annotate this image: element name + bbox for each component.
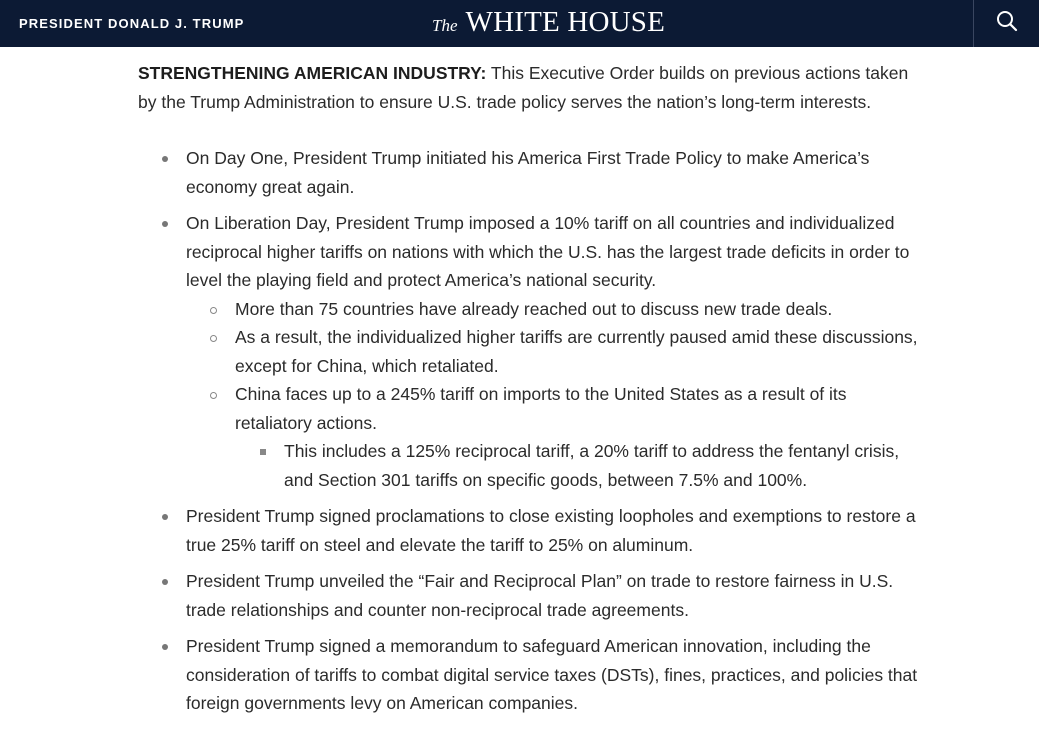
bullet-icon: [162, 514, 168, 520]
list-item-text: President Trump unveiled the “Fair and Reciprocal Plan” on trade to restore fairness in U.S. trade relationships and counter non-reciprocal trade agreements.: [186, 571, 894, 620]
circle-bullet-icon: [210, 335, 217, 342]
article-body: [138, 59, 928, 726]
list-item-text: President Trump signed proclamations to close existing loopholes and exemptions to restore a true 25% tariff on steel and elevate the tariff to 25% on aluminum.: [186, 506, 916, 555]
list-item: [138, 567, 928, 624]
list-item-text: On Liberation Day, President Trump imposed a 10% tariff on all countries and individualized reciprocal higher tariffs on nations with which the U.S. has the largest trade deficits in order to level the playing field and protect America’s national security.: [186, 213, 910, 290]
president-link[interactable]: PRESIDENT DONALD J. TRUMP: [19, 16, 245, 31]
bullet-icon: [162, 221, 168, 227]
sub-list-item-text: As a result, the individualized higher tariffs are currently paused amid these discussions, except for China, which retaliated.: [235, 327, 918, 376]
bullet-icon: [162, 156, 168, 162]
sub-sub-list-item: [235, 437, 928, 494]
list-item: [138, 209, 928, 494]
search-button[interactable]: [974, 0, 1039, 47]
bullet-icon: [162, 579, 168, 585]
square-bullet-icon: [260, 449, 266, 455]
sub-list: [186, 295, 928, 495]
circle-bullet-icon: [210, 392, 217, 399]
list-item-text: On Day One, President Trump initiated his America First Trade Policy to make America’s economy great again.: [186, 148, 870, 197]
intro-heading: STRENGTHENING AMERICAN INDUSTRY:: [138, 63, 487, 83]
fact-list: [138, 144, 928, 718]
sub-list-item-text: China faces up to a 245% tariff on imports to the United States as a result of its retaliatory actions.: [235, 384, 847, 433]
list-item-text: President Trump signed a memorandum to safeguard American innovation, including the consideration of tariffs to combat digital service taxes (DSTs), fines, practices, and policies that foreign governments levy on American companies.: [186, 636, 918, 713]
white-house-logo[interactable]: [432, 6, 665, 39]
intro-paragraph: [138, 59, 928, 116]
list-item: [138, 502, 928, 559]
sub-sub-list-item-text: This includes a 125% reciprocal tariff, a 20% tariff to address the fentanyl crisis, and Section 301 tariffs on specific goods, between 7.5% and 100%.: [284, 441, 900, 490]
sub-sub-list: [235, 437, 928, 494]
site-header: [0, 0, 1039, 47]
logo-name: WHITE HOUSE: [465, 6, 666, 38]
list-item: [138, 632, 928, 718]
circle-bullet-icon: [210, 307, 217, 314]
sub-list-item: [186, 323, 928, 380]
sub-list-item-text: More than 75 countries have already reached out to discuss new trade deals.: [235, 298, 833, 319]
sub-list-item: [186, 295, 928, 324]
logo-prefix: The: [432, 16, 458, 35]
search-icon: [996, 10, 1018, 37]
bullet-icon: [162, 644, 168, 650]
list-item: [138, 144, 928, 201]
sub-list-item: [186, 380, 928, 494]
intro-text: This Executive Order builds on previous actions taken by the Trump Administration to ensure U.S. trade policy serves the nation’s long-term interests.: [138, 63, 909, 112]
